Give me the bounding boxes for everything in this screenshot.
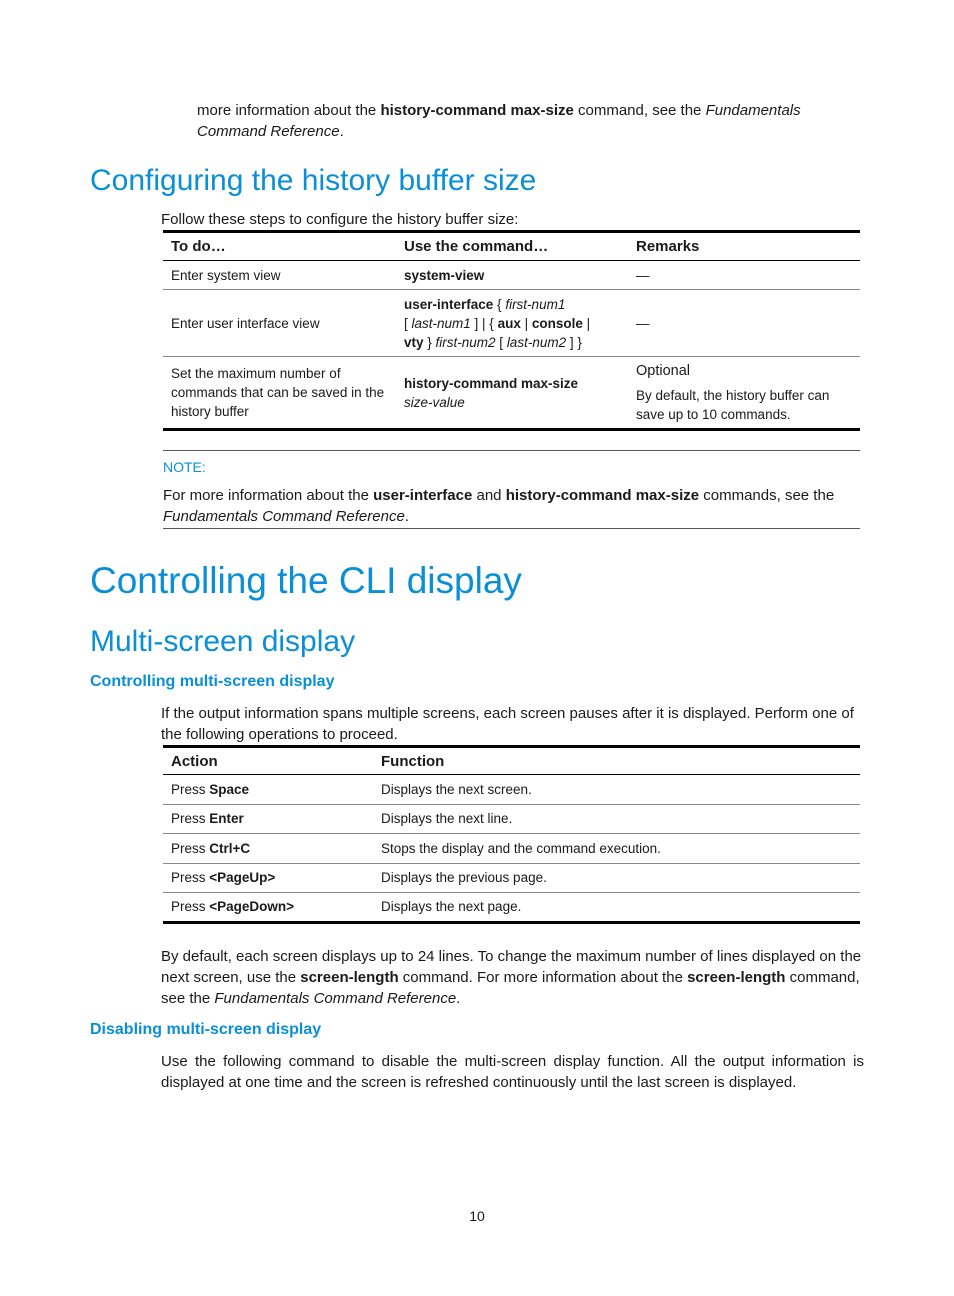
subsection-title-controlling: Controlling multi-screen display [90,673,335,690]
cell-function: Displays the previous page. [381,870,547,886]
cell-remark [628,357,860,430]
table-header-row [163,232,860,261]
remark-default: By default, the history buffer can save up to 10 commands. [636,387,830,422]
cell-todo: Enter user interface view [171,315,320,331]
table-row [163,290,860,357]
cell-function: Displays the next screen. [381,781,532,797]
disabling-paragraph: Use the following command to disable the multi-screen display function. All the output information is displayed at one time and the screen is refreshed continuously until the last screen is displayed. [161,1053,864,1091]
table-row [163,775,860,805]
screen-length-paragraph: By default, each screen displays up to 24 lines. To change the maximum number of lines displayed on the next screen, use the screen-length command. For more information about the screen-length command, see the Fundamentals Command Reference. [161,948,862,1007]
cell-function: Displays the next line. [381,811,513,827]
cell-remark: — [636,315,650,331]
cell-command: user-interface { first-num1 [ last-num1 ] | { aux | console | vty } first-num2 [ last-num2 ] } [404,296,591,350]
cell-command: history-command max-size size-value [404,375,579,410]
subsection-paragraph: If the output information spans multiple screens, each screen pauses after it is displayed. Perform one of the following operations to proceed. [161,705,854,743]
cell-action: Press Ctrl+C [171,840,251,856]
table-row [163,261,860,290]
cell-action: Press <PageDown> [171,899,295,915]
section-title-multi-screen: Multi-screen display [90,625,356,658]
cell-todo: Enter system view [171,267,281,283]
table-row [163,834,860,864]
table-row [163,357,860,430]
cell-remark: — [636,267,650,283]
intro-paragraph: more information about the history-command max-size command, see the Fundamentals Command Reference. [197,102,801,140]
cell-function: Displays the next page. [381,899,522,915]
table-row [163,804,860,834]
section-lead: Follow these steps to configure the history buffer size: [161,211,519,228]
column-header-todo: To do… [171,238,226,255]
subsection-title-disabling: Disabling multi-screen display [90,1021,322,1038]
table-row [163,893,860,923]
cell-todo: Set the maximum number of commands that can be saved in the history buffer [171,366,385,419]
cell-command: system-view [404,267,485,283]
note-label: NOTE: [163,459,206,475]
section-title-history-buffer: Configuring the history buffer size [90,164,537,197]
cell-action: Press Enter [171,811,244,827]
remark-optional: Optional [636,362,691,379]
table-header-row [163,747,860,775]
chapter-title: Controlling the CLI display [90,560,522,601]
multi-screen-actions-table [163,745,860,924]
history-buffer-table [163,230,860,431]
cell-function: Stops the display and the command execution. [381,840,661,856]
column-header-command: Use the command… [404,238,549,255]
column-header-function: Function [381,752,445,770]
page-number: 10 [469,1208,485,1224]
column-header-remarks: Remarks [636,238,700,255]
note-text: For more information about the user-interface and history-command max-size commands, see the Fundamentals Command Reference. [163,487,835,525]
cell-action: Press Space [171,781,250,797]
cell-action: Press <PageUp> [171,870,276,886]
table-row [163,863,860,893]
note-box [163,450,860,529]
column-header-action: Action [171,752,218,770]
